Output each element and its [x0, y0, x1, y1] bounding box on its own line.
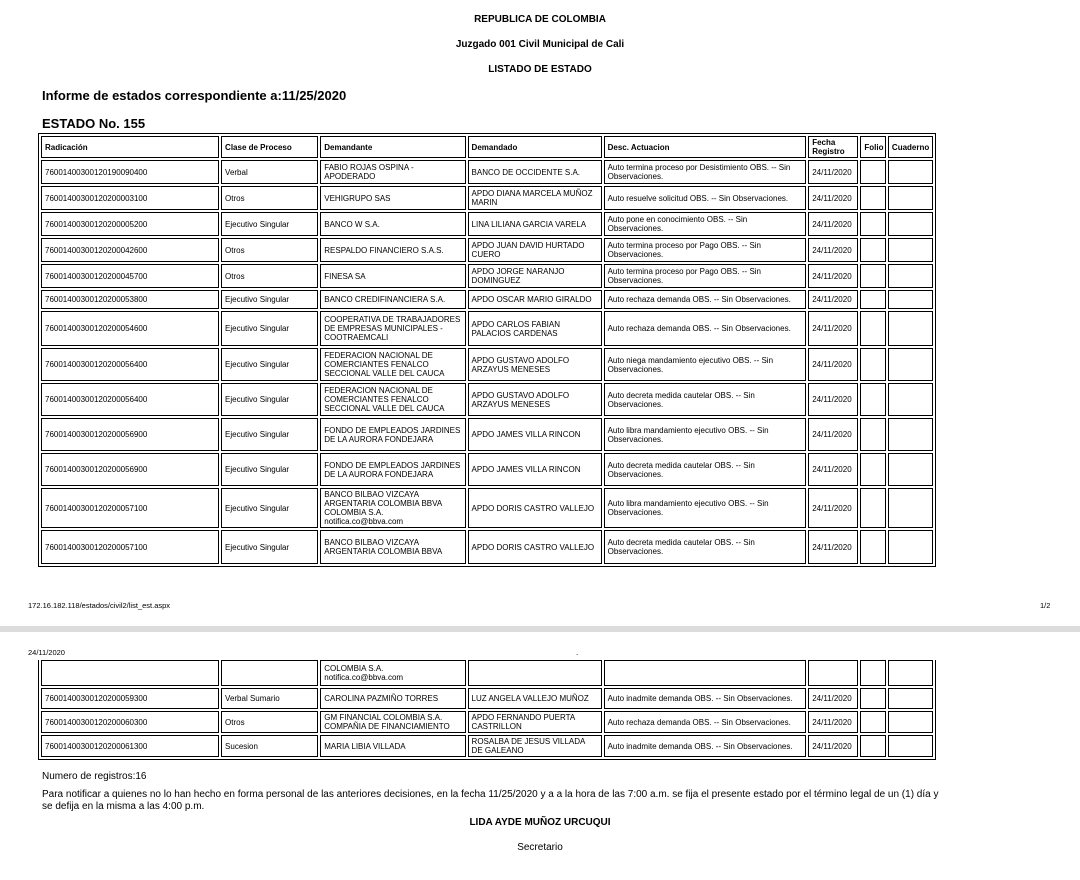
footer-url: 172.16.182.118/estados/civil2/list_est.aspx: [28, 601, 171, 610]
cell-radicacion: 76001400300120200061300: [41, 735, 219, 757]
signature-title: Secretario: [517, 842, 563, 853]
footer-page-number: 1/2: [1040, 601, 1051, 610]
cell-folio: [860, 160, 886, 184]
cell-folio: [860, 290, 886, 309]
table-row: [41, 735, 933, 757]
cell-desc: Auto inadmite demanda OBS. -- Sin Observaciones.: [604, 688, 807, 709]
cell-cuaderno: [888, 383, 933, 416]
cell-clase: Otros: [221, 238, 318, 262]
cell-folio: [860, 238, 886, 262]
cell-empty: [221, 660, 318, 686]
cell-cuaderno: [888, 264, 933, 288]
cell-demandante: RESPALDO FINANCIERO S.A.S.: [320, 238, 465, 262]
cell-demandado: APDO DIANA MARCELA MUÑOZ MARIN: [468, 186, 602, 210]
header-republica: REPUBLICA DE COLOMBIA: [474, 14, 606, 25]
cell-demandante: FONDO DE EMPLEADOS JARDINES DE LA AURORA FONDEJARA: [320, 453, 465, 486]
cell-fecha: 24/11/2020: [808, 688, 858, 709]
cell-demandante: COOPERATIVA DE TRABAJADORES DE EMPRESAS MUNICIPALES - COOTRAEMCALI: [320, 311, 465, 346]
cell-clase: Ejecutivo Singular: [221, 488, 318, 528]
cell-cuaderno: [888, 735, 933, 757]
cell-empty: [604, 660, 807, 686]
cell-fecha: 24/11/2020: [808, 711, 858, 733]
cell-radicacion: 76001400300120190090400: [41, 160, 219, 184]
table-row: [41, 530, 933, 564]
cell-fecha: 24/11/2020: [808, 238, 858, 262]
cell-fecha: 24/11/2020: [808, 488, 858, 528]
col-demandante: Demandante: [320, 136, 465, 158]
cell-fecha: 24/11/2020: [808, 530, 858, 564]
table-row: [41, 488, 933, 528]
cell-desc: Auto rechaza demanda OBS. -- Sin Observaciones.: [604, 311, 807, 346]
estado-table-page1: [38, 133, 936, 567]
cell-demandado: APDO FERNANDO PUERTA CASTRILLON: [468, 711, 602, 733]
cell-radicacion: 76001400300120200054600: [41, 311, 219, 346]
cell-cuaderno: [888, 418, 933, 451]
cell-clase: Ejecutivo Singular: [221, 453, 318, 486]
cell-cuaderno: [888, 238, 933, 262]
cell-desc: Auto termina proceso por Pago OBS. -- Sin Observaciones.: [604, 238, 807, 262]
cell-cuaderno: [888, 160, 933, 184]
cell-clase: Ejecutivo Singular: [221, 290, 318, 309]
cell-demandante: CAROLINA PAZMIÑO TORRES: [320, 688, 465, 709]
cell-radicacion: 76001400300120200056400: [41, 383, 219, 416]
cell-fecha: 24/11/2020: [808, 160, 858, 184]
cell-clase: Sucesion: [221, 735, 318, 757]
estado-table-page2: [38, 660, 936, 760]
cell-desc: Auto libra mandamiento ejecutivo OBS. -- Sin Observaciones.: [604, 418, 807, 451]
cell-radicacion: 76001400300120200056400: [41, 348, 219, 381]
cell-demandante: FEDERACION NACIONAL DE COMERCIANTES FENALCO SECCIONAL VALLE DEL CAUCA: [320, 383, 465, 416]
cell-fecha: 24/11/2020: [808, 735, 858, 757]
cell-radicacion: 76001400300120200003100: [41, 186, 219, 210]
table-page2-container: [38, 660, 938, 770]
cell-clase: Verbal Sumario: [221, 688, 318, 709]
cell-cuaderno: [888, 311, 933, 346]
col-fecha-line2: Registro: [812, 147, 845, 156]
cell-desc: Auto libra mandamiento ejecutivo OBS. -- Sin Observaciones.: [604, 488, 807, 528]
cell-fecha: 24/11/2020: [808, 186, 858, 210]
table-row-continuation: [41, 660, 933, 686]
cell-demandante: COLOMBIA S.A. notifica.co@bbva.com: [320, 660, 465, 686]
col-clase: Clase de Proceso: [221, 136, 318, 158]
table-row: [41, 711, 933, 733]
cell-radicacion: 76001400300120200060300: [41, 711, 219, 733]
cell-demandado: APDO JAMES VILLA RINCON: [468, 418, 602, 451]
cell-fecha: 24/11/2020: [808, 453, 858, 486]
cell-folio: [860, 311, 886, 346]
cell-cuaderno: [888, 348, 933, 381]
cell-clase: Ejecutivo Singular: [221, 348, 318, 381]
page-break: [0, 608, 1080, 628]
table-row: [41, 238, 933, 262]
cell-clase: Ejecutivo Singular: [221, 383, 318, 416]
cell-demandado: LINA LILIANA GARCIA VARELA: [468, 212, 602, 236]
cell-desc: Auto niega mandamiento ejecutivo OBS. -- Sin Observaciones.: [604, 348, 807, 381]
cell-demandado: LUZ ANGELA VALLEJO MUÑOZ: [468, 688, 602, 709]
cell-clase: Ejecutivo Singular: [221, 530, 318, 564]
col-desc: Desc. Actuacion: [604, 136, 807, 158]
cell-demandado: APDO DORIS CASTRO VALLEJO: [468, 530, 602, 564]
table-row: [41, 186, 933, 210]
cell-demandante: FABIO ROJAS OSPINA - APODERADO: [320, 160, 465, 184]
cell-folio: [860, 488, 886, 528]
cell-desc: Auto inadmite demanda OBS. -- Sin Observaciones.: [604, 735, 807, 757]
cell-empty: [860, 660, 886, 686]
cell-fecha: 24/11/2020: [808, 290, 858, 309]
cell-folio: [860, 453, 886, 486]
table-header-row: [41, 136, 933, 158]
cell-demandado: APDO JAMES VILLA RINCON: [468, 453, 602, 486]
notice-paragraph: Para notificar a quienes no lo han hecho en forma personal de las anteriores decisiones, en la fecha 11/25/2020 y a a la hora de las 7:00 a.m. se fija el presente estado por el término legal de un (1) día y se defija en la misma a las 4:00 p.m.: [42, 789, 939, 812]
estado-number: ESTADO No. 155: [42, 116, 146, 131]
table-row: [41, 418, 933, 451]
col-cuaderno: Cuaderno: [888, 136, 933, 158]
cell-fecha: 24/11/2020: [808, 311, 858, 346]
cell-folio: [860, 530, 886, 564]
cell-fecha: 24/11/2020: [808, 348, 858, 381]
cell-clase: Ejecutivo Singular: [221, 212, 318, 236]
cell-demandado: ROSALBA DE JESUS VILLADA DE GALEANO: [468, 735, 602, 757]
cell-desc: Auto rechaza demanda OBS. -- Sin Observaciones.: [604, 711, 807, 733]
cell-desc: Auto decreta medida cautelar OBS. -- Sin Observaciones.: [604, 453, 807, 486]
cell-folio: [860, 735, 886, 757]
cell-cuaderno: [888, 453, 933, 486]
cell-demandado: APDO GUSTAVO ADOLFO ARZAYUS MENESES: [468, 383, 602, 416]
page2-date: 24/11/2020: [28, 648, 65, 657]
cell-radicacion: 76001400300120200059300: [41, 688, 219, 709]
table-row: [41, 383, 933, 416]
cell-demandante: BANCO CREDIFINANCIERA S.A.: [320, 290, 465, 309]
cell-radicacion: 76001400300120200042600: [41, 238, 219, 262]
cell-demandante: FINESA SA: [320, 264, 465, 288]
cell-cuaderno: [888, 688, 933, 709]
cell-radicacion: 76001400300120200045700: [41, 264, 219, 288]
cell-folio: [860, 348, 886, 381]
cell-demandado: APDO OSCAR MARIO GIRALDO: [468, 290, 602, 309]
cell-cuaderno: [888, 711, 933, 733]
page-separator: [0, 626, 1080, 632]
cell-radicacion: 76001400300120200057100: [41, 530, 219, 564]
cell-empty: [888, 660, 933, 686]
cell-desc: Auto termina proceso por Pago OBS. -- Sin Observaciones.: [604, 264, 807, 288]
cell-empty: [41, 660, 219, 686]
cell-demandante: BANCO W S.A.: [320, 212, 465, 236]
table-row: [41, 290, 933, 309]
table-row: [41, 311, 933, 346]
col-folio: Folio: [860, 136, 886, 158]
table-row: [41, 264, 933, 288]
cell-desc: Auto pone en conocimiento OBS. -- Sin Observaciones.: [604, 212, 807, 236]
informe-title: Informe de estados correspondiente a:11/25/2020: [42, 88, 347, 103]
cell-demandante: BANCO BILBAO VIZCAYA ARGENTARIA COLOMBIA BBVA: [320, 530, 465, 564]
cell-folio: [860, 212, 886, 236]
col-radicacion: Radicación: [41, 136, 219, 158]
header-juzgado: Juzgado 001 Civil Municipal de Cali: [455, 39, 625, 50]
cell-clase: Otros: [221, 264, 318, 288]
cell-desc: Auto decreta medida cautelar OBS. -- Sin Observaciones.: [604, 383, 807, 416]
cell-fecha: 24/11/2020: [808, 383, 858, 416]
cell-desc: Auto rechaza demanda OBS. -- Sin Observaciones.: [604, 290, 807, 309]
cell-demandante: VEHIGRUPO SAS: [320, 186, 465, 210]
cell-empty: [808, 660, 858, 686]
cell-clase: Verbal: [221, 160, 318, 184]
cell-clase: Ejecutivo Singular: [221, 418, 318, 451]
cell-fecha: 24/11/2020: [808, 264, 858, 288]
cell-demandante: BANCO BILBAO VIZCAYA ARGENTARIA COLOMBIA BBVA COLOMBIA S.A. notifica.co@bbva.com: [320, 488, 465, 528]
table-row: [41, 348, 933, 381]
cell-demandado: APDO DORIS CASTRO VALLEJO: [468, 488, 602, 528]
cell-cuaderno: [888, 290, 933, 309]
cell-demandante: MARIA LIBIA VILLADA: [320, 735, 465, 757]
cell-folio: [860, 711, 886, 733]
cell-fecha: 24/11/2020: [808, 418, 858, 451]
header-listado: LISTADO DE ESTADO: [488, 64, 592, 75]
cell-folio: [860, 418, 886, 451]
cell-desc: Auto resuelve solicitud OBS. -- Sin Observaciones.: [604, 186, 807, 210]
cell-cuaderno: [888, 488, 933, 528]
cell-folio: [860, 186, 886, 210]
cell-radicacion: 76001400300120200005200: [41, 212, 219, 236]
cell-radicacion: 76001400300120200053800: [41, 290, 219, 309]
col-demandado: Demandado: [468, 136, 602, 158]
cell-folio: [860, 264, 886, 288]
cell-desc: Auto decreta medida cautelar OBS. -- Sin Observaciones.: [604, 530, 807, 564]
cell-demandante: FEDERACION NACIONAL DE COMERCIANTES FENALCO SECCIONAL VALLE DEL CAUCA: [320, 348, 465, 381]
col-fecha-line1: Fecha: [812, 138, 836, 147]
cell-demandado: APDO GUSTAVO ADOLFO ARZAYUS MENESES: [468, 348, 602, 381]
cell-demandado: APDO JORGE NARANJO DOMINGUEZ: [468, 264, 602, 288]
cell-empty: [468, 660, 602, 686]
cell-demandado: APDO JUAN DAVID HURTADO CUERO: [468, 238, 602, 262]
table-row: [41, 212, 933, 236]
cell-clase: Otros: [221, 186, 318, 210]
cell-clase: Ejecutivo Singular: [221, 311, 318, 346]
cell-cuaderno: [888, 186, 933, 210]
cell-folio: [860, 383, 886, 416]
cell-cuaderno: [888, 212, 933, 236]
col-fecha: [808, 136, 858, 158]
cell-desc: Auto termina proceso por Desistimiento OBS. -- Sin Observaciones.: [604, 160, 807, 184]
cell-clase: Otros: [221, 711, 318, 733]
cell-demandado: APDO CARLOS FABIAN PALACIOS CARDENAS: [468, 311, 602, 346]
page2-dot: .: [576, 648, 579, 657]
table-row: [41, 453, 933, 486]
cell-demandado: BANCO DE OCCIDENTE S.A.: [468, 160, 602, 184]
cell-radicacion: 76001400300120200056900: [41, 453, 219, 486]
cell-cuaderno: [888, 530, 933, 564]
cell-radicacion: 76001400300120200056900: [41, 418, 219, 451]
cell-demandante: GM FINANCIAL COLOMBIA S.A. COMPAÑIA DE FINANCIAMIENTO: [320, 711, 465, 733]
table-row: [41, 160, 933, 184]
numero-registros: Numero de registros:16: [42, 771, 147, 782]
cell-folio: [860, 688, 886, 709]
cell-fecha: 24/11/2020: [808, 212, 858, 236]
table-row: [41, 688, 933, 709]
table-page1-container: [38, 133, 938, 596]
signature-name: LIDA AYDE MUÑOZ URCUQUI: [469, 817, 611, 828]
cell-demandante: FONDO DE EMPLEADOS JARDINES DE LA AURORA FONDEJARA: [320, 418, 465, 451]
cell-radicacion: 76001400300120200057100: [41, 488, 219, 528]
